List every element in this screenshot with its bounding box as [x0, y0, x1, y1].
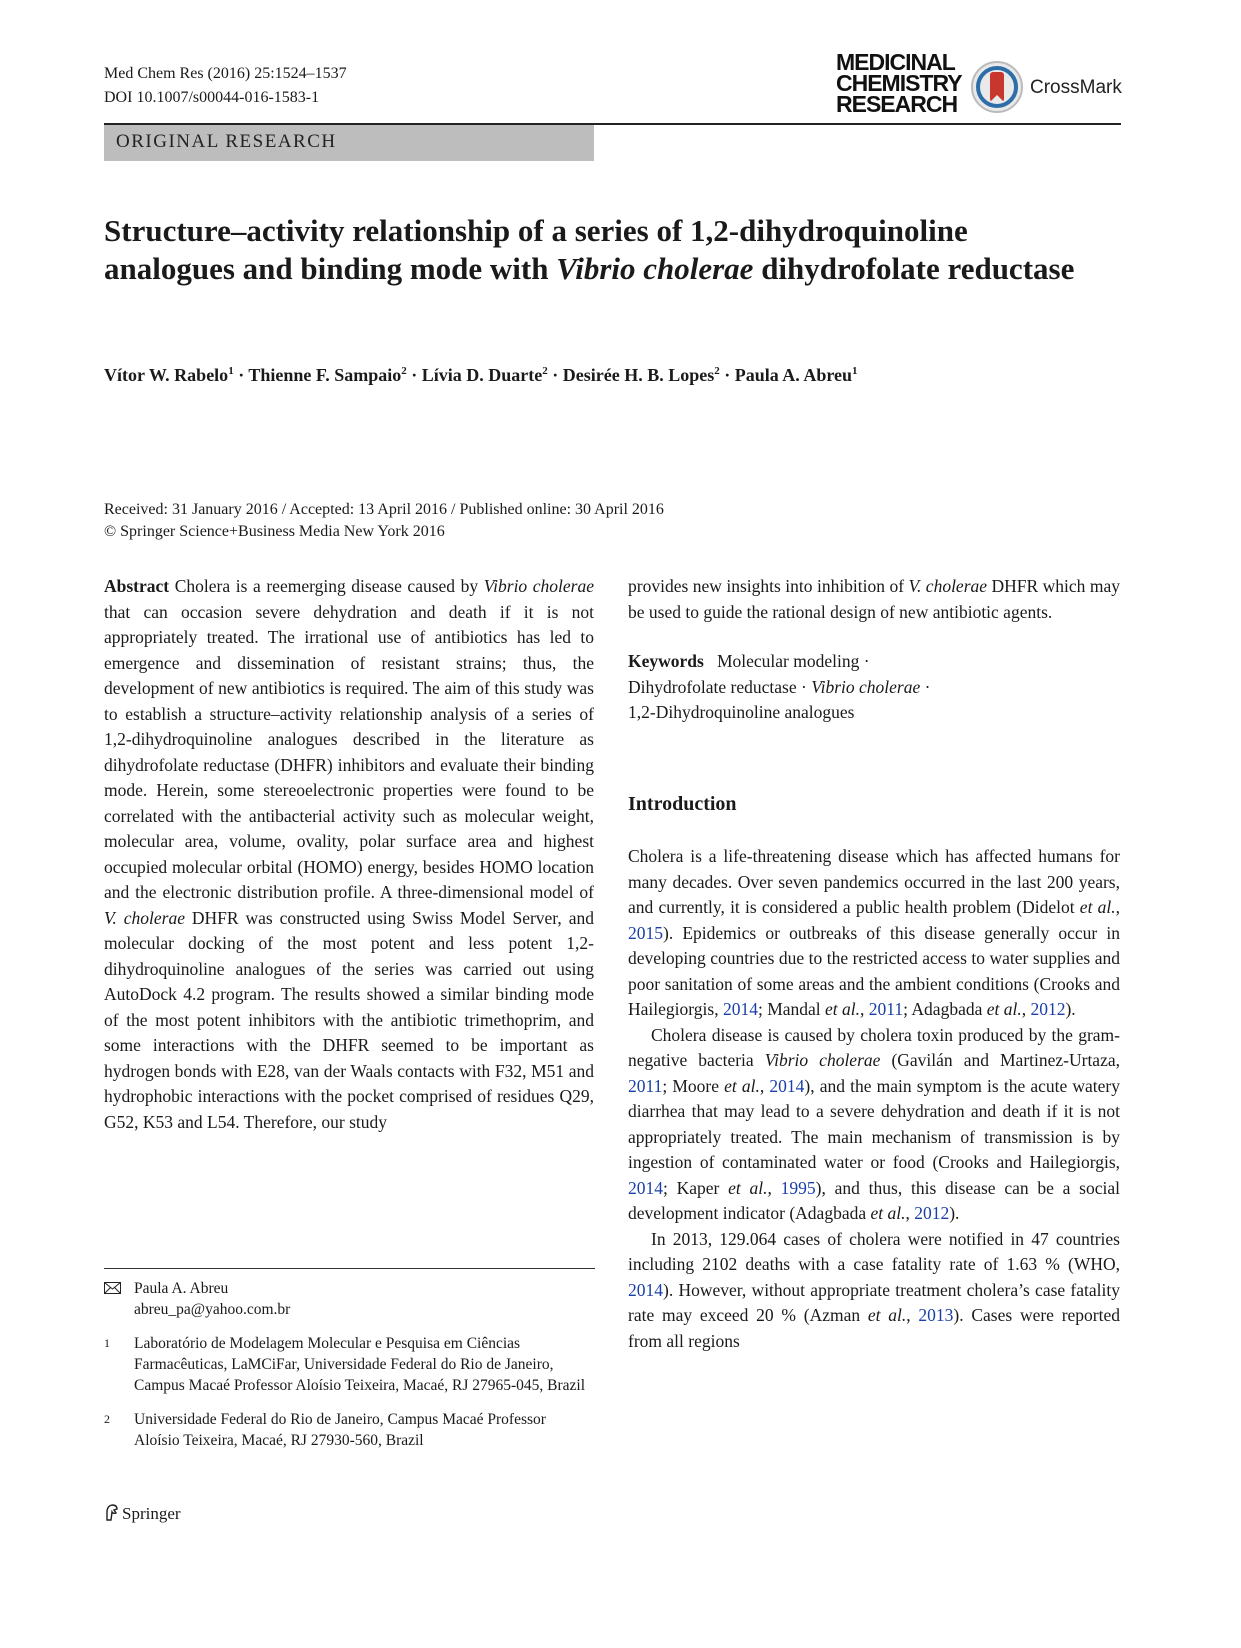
crossmark-badge[interactable] — [970, 60, 1122, 116]
affiliation-text: Universidade Federal do Rio de Janeiro, Campus Macaé Professor Aloísio Teixeira, Macaé, RJ 27930-560, Brazil — [134, 1411, 546, 1449]
right-column — [628, 574, 1120, 1354]
publication-dates — [104, 499, 664, 543]
abstract: Abstract Cholera is a reemerging disease caused by Vibrio cholerae that can occasion severe dehydration and death if it is not appropriately treated. The irrational use of antibiotics has led to emergence and dissemination of resistant strains; thus, the development of new antibiotics is required. The aim of this study was to establish a structure–activity relationship analysis of a series of 1,2-dihydroquinoline analogues described in the literature as dihydrofolate reductase (DHFR) inhibitors and evaluate their binding mode. Herein, some stereoelectronic properties were found to be correlated with the antibacterial activity such as molecular weight, molecular area, volume, ovality, polar surface area and highest occupied molecular orbital (HOMO) energy, besides HOMO location and the electronic distribution profile. A three-dimensional model of V. cholerae DHFR was constructed using Swiss Model Server, and molecular docking of the most potent and less potent 1,2-dihydroquinoline analogues of the series was carried out using AutoDock 4.2 program. The results showed a similar binding mode of the most potent inhibitors with the antibiotic trimethoprim, and some interactions with the DHFR seemed to be important as hydrogen bonds with E28, van der Waals contacts with F32, M51 and hydrophobic interactions with the pocket comprised of residues Q29, G52, K53 and L54. Therefore, our study — [104, 576, 594, 1132]
intro-paragraph-2: Cholera disease is caused by cholera toxin produced by the gram-negative bacteria Vibrio cholerae (Gavilán and Martinez-Urtaza, 2011; Moore et al., 2014), and the main symptom is the acute watery diarrhea that may lead to a severe dehydration and death if it is not appropriately treated. The main mechanism of transmission is by ingestion of contaminated water or food (Crooks and Hailegiorgis, 2014; Kaper et al., 1995), and thus, this disease can be a social development indicator (Adagbada et al., 2012). — [628, 1024, 1120, 1223]
affiliation-text: Laboratório de Modelagem Molecular e Pesquisa em Ciências Farmacêuticas, LaMCiFar, Universidade Federal do Rio de Janeiro, Campus Macaé Professor Aloísio Teixeira, Macaé, RJ 27965-045, Brazil — [134, 1335, 586, 1394]
citation-link[interactable]: 2011 — [868, 999, 904, 1019]
citation-link[interactable]: 2014 — [628, 1279, 663, 1300]
author-name[interactable]: Paula A. Abreu — [734, 365, 852, 385]
springer-horse-icon — [104, 1503, 120, 1521]
author-name[interactable]: Desirée H. B. Lopes — [562, 365, 715, 385]
author-list: Vítor W. Rabelo$^1$ · Thienne F. Sampaio$^2$ · Lívia D. Duarte$^2$ · Desirée H. B. Lopes$^2$ · Paula A. Abreu$^1$ — [104, 365, 858, 385]
citation-link[interactable]: 2013 — [918, 1305, 954, 1325]
affiliation-1 — [104, 1333, 594, 1396]
publisher-mark — [104, 1503, 181, 1524]
citation-link[interactable]: 2012 — [914, 1203, 950, 1223]
citation-link[interactable]: 2015 — [628, 922, 663, 943]
citation-link[interactable]: 2014 — [722, 999, 758, 1019]
corresponding-email[interactable]: abreu_pa@yahoo.com.br — [134, 1301, 291, 1318]
intro-paragraph-3: In 2013, 129.064 cases of cholera were notified in 47 countries including 2102 deaths with a case fatality rate of 1.63 % (WHO, 2014). However, without appropriate treatment cholera’s case fatality rate may exceed 20 % (Azman et al., 2013). Cases were reported from all regions — [628, 1228, 1120, 1351]
footnotes — [104, 1278, 594, 1464]
envelope-icon — [104, 1282, 121, 1294]
affiliation-2 — [104, 1409, 594, 1451]
publisher-name: Springer — [122, 1504, 181, 1523]
citation-link[interactable]: 1995 — [780, 1177, 816, 1198]
copyright-line: © Springer Science+Business Media New York 2016 — [104, 523, 445, 540]
affiliation-number: 1 — [104, 1336, 110, 1350]
article-title: Structure–activity relationship of a series of 1,2-dihydroquinoline analogues and binding mode with Vibrio cholerae dihydrofolate reductase — [104, 213, 1075, 286]
affiliation-number: 2 — [104, 1412, 110, 1426]
introduction-heading: Introduction — [628, 792, 737, 815]
crossmark-label: CrossMark — [1030, 77, 1122, 98]
corresponding-name: Paula A. Abreu — [134, 1280, 229, 1297]
keywords-label: Keywords — [628, 651, 704, 671]
citation-link[interactable]: 2012 — [1030, 999, 1066, 1019]
abstract-continued: provides new insights into inhibition of V. cholerae DHFR which may be used to guide the rational design of new antibiotic agents. — [628, 576, 1120, 622]
section-label: ORIGINAL RESEARCH — [116, 131, 337, 152]
corresponding-author — [104, 1278, 594, 1320]
citation-link[interactable]: 2014 — [628, 1177, 663, 1198]
citation-link[interactable]: 2011 — [628, 1075, 663, 1096]
citation-link[interactable]: 2014 — [769, 1075, 805, 1096]
intro-paragraph-1: Cholera is a life-threatening disease which has affected humans for many decades. Over seven pandemics occurred in the last 200 years, and currently, it is considered a public health problem (Didelot et al., 2015). Epidemics or outbreaks of this disease generally occur in developing countries due to the restricted access to water supplies and poor sanitation of some areas and the ambient conditions (Crooks and Hailegiorgis, 2014; Mandal et al., 2011; Adagbada et al., 2012). — [628, 846, 1120, 1019]
abstract-label: Abstract — [104, 576, 170, 596]
author-name[interactable]: Thienne F. Sampaio — [248, 365, 402, 385]
journal-logo: MEDICINAL CHEMISTRY RESEARCH — [836, 49, 962, 117]
dates-line: Received: 31 January 2016 / Accepted: 13 April 2016 / Published online: 30 April 2016 — [104, 501, 664, 518]
author-name[interactable]: Vítor W. Rabelo — [104, 365, 229, 385]
crossmark-icon — [970, 60, 1024, 114]
keywords: Keywords Molecular modeling · Dihydrofolate reductase · Vibrio cholerae · 1,2-Dihydroquinoline analogues — [628, 651, 931, 722]
journal-citation — [104, 62, 347, 110]
journal-line: Med Chem Res (2016) 25:1524–1537 — [104, 65, 347, 82]
doi-line: DOI 10.1007/s00044-016-1583-1 — [104, 89, 320, 106]
footnote-rule — [104, 1268, 595, 1269]
abstract-column — [104, 574, 594, 1135]
author-name[interactable]: Lívia D. Duarte — [421, 365, 543, 385]
